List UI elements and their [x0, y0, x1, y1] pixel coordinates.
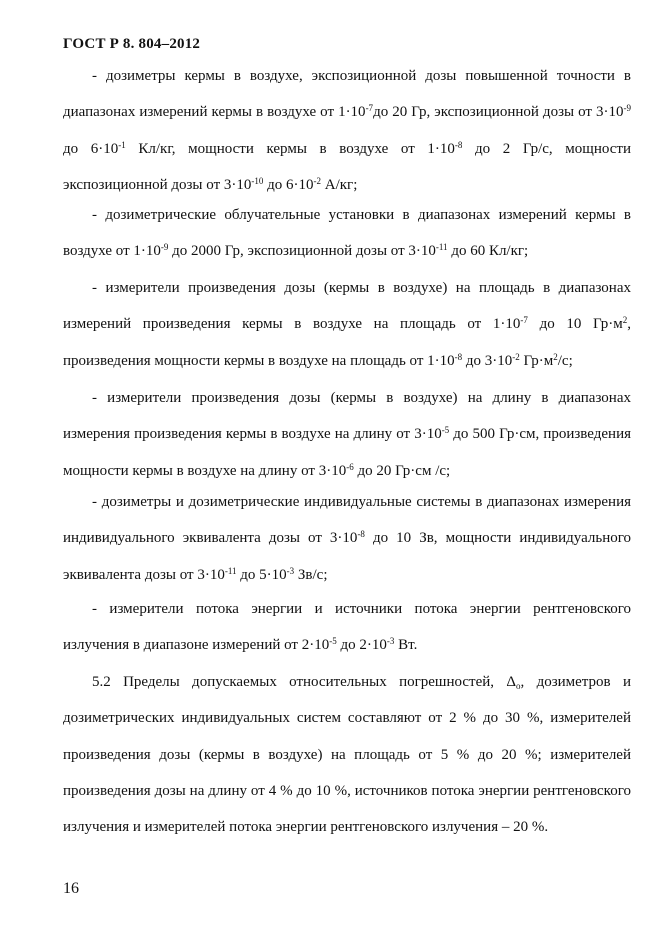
paragraph-air-kerma-dosimeters	[63, 58, 631, 203]
text-fragment: - измерители произведения дозы (кермы в воздухе) на площадь в диапазонах измерений произведения кермы в воздухе на площадь от 1·10	[63, 280, 631, 333]
text-fragment: до 10 Зв, мощности индивидуального эквивалента дозы от 3·10	[63, 530, 632, 583]
text-fragment: до 20 Гр, экспозиционной дозы от 3·10	[373, 104, 624, 121]
superscript: -8	[357, 529, 365, 540]
text-fragment: до 2000 Гр, экспозиционной дозы от 3·10	[168, 243, 436, 260]
superscript: -9	[160, 242, 169, 253]
text-fragment: , произведения мощности кермы в воздухе на площадь от 1·10	[63, 316, 631, 369]
paragraph-dose-area-product-meters	[63, 270, 631, 379]
text-fragment: до 6·10	[63, 140, 119, 157]
superscript: -7	[365, 103, 374, 114]
subscript: o	[515, 681, 521, 691]
text-fragment: - измерители потока энергии и источники потока энергии рентгеновского излучения в диапазоне измерений от 2·10	[63, 601, 631, 654]
text-fragment: до 2 Гр/с, мощности экспозиционной дозы от 3·10	[63, 140, 631, 193]
text-fragment: А/кг;	[321, 176, 358, 193]
superscript: -3	[386, 636, 395, 647]
document-header: ГОСТ Р 8. 804–2012	[63, 36, 201, 52]
text-fragment: - дозиметры кермы в воздухе, экспозиционной дозы повышенной точности в диапазонах измерений кермы в воздухе от 1·10	[63, 68, 631, 121]
superscript: -7	[520, 315, 528, 326]
text-fragment: до 60 Кл/кг;	[447, 243, 529, 260]
superscript: -11	[435, 242, 448, 253]
text-fragment: Вт.	[394, 637, 418, 654]
superscript: -5	[441, 425, 450, 436]
text-fragment: до 3·10	[462, 352, 513, 369]
paragraph-section-5-2	[63, 664, 631, 845]
text-fragment: до 5·10	[236, 566, 287, 583]
paragraph-dose-length-product-meters	[63, 380, 631, 489]
page-number: 16	[63, 880, 79, 897]
text-fragment: /с;	[557, 352, 573, 369]
superscript: 2	[553, 351, 558, 362]
superscript: 2	[622, 315, 628, 326]
superscript: -1	[118, 139, 126, 150]
text-fragment: до 10 Гр·м	[527, 316, 623, 333]
paragraph-individual-dosimeters	[63, 484, 631, 593]
text-fragment: до 500 Гр·см, произведения мощности кермы в воздухе на длину от 3·10	[63, 426, 631, 479]
superscript: -6	[346, 461, 354, 472]
text-fragment: - дозиметрические облучательные установки в диапазонах измерений кермы в воздухе от 1·10	[63, 207, 631, 260]
text-fragment: Гр·м	[519, 352, 554, 369]
text-fragment: Зв/с;	[294, 566, 328, 583]
text-fragment: до 6·10	[263, 176, 314, 193]
text-fragment: 5.2 Пределы допускаемых относительных погрешностей, Δ	[92, 674, 516, 690]
superscript: -8	[454, 139, 463, 150]
superscript: -8	[454, 351, 463, 362]
text-fragment: , дозиметров и дозиметрических индивидуальных систем составляют от 2 % до 30 %, измерителей произведения дозы (кермы в воздухе) на площадь от 5 % до 20 %; измерителей произведения дозы на длину от 4 % до 10 %, источников потока энергии рентгеновского излучения и измерителей потока энергии рентгеновского излучения – 20 %.	[63, 674, 631, 836]
text-fragment: - дозиметры и дозиметрические индивидуальные системы в диапазонах измерения индивидуального эквивалента дозы от 3·10	[63, 494, 631, 547]
text-fragment: до 20 Гр·см /с;	[353, 462, 451, 479]
superscript: -11	[224, 565, 237, 576]
superscript: -10	[251, 175, 264, 186]
text-fragment: - измерители произведения дозы (кермы в воздухе) на длину в диапазонах измерения произведения кермы в воздухе на длину от 3·10	[63, 390, 631, 443]
text-fragment: Кл/кг, мощности кермы в воздухе от 1·10	[125, 140, 455, 157]
paragraph-irradiation-facilities	[63, 197, 631, 270]
superscript: -5	[329, 636, 337, 647]
paragraph-xray-energy-flux	[63, 591, 631, 664]
superscript: -2	[512, 351, 520, 362]
superscript: -9	[623, 103, 631, 114]
superscript: -2	[313, 175, 322, 186]
superscript: -3	[286, 565, 295, 576]
text-fragment: до 2·10	[336, 637, 387, 654]
